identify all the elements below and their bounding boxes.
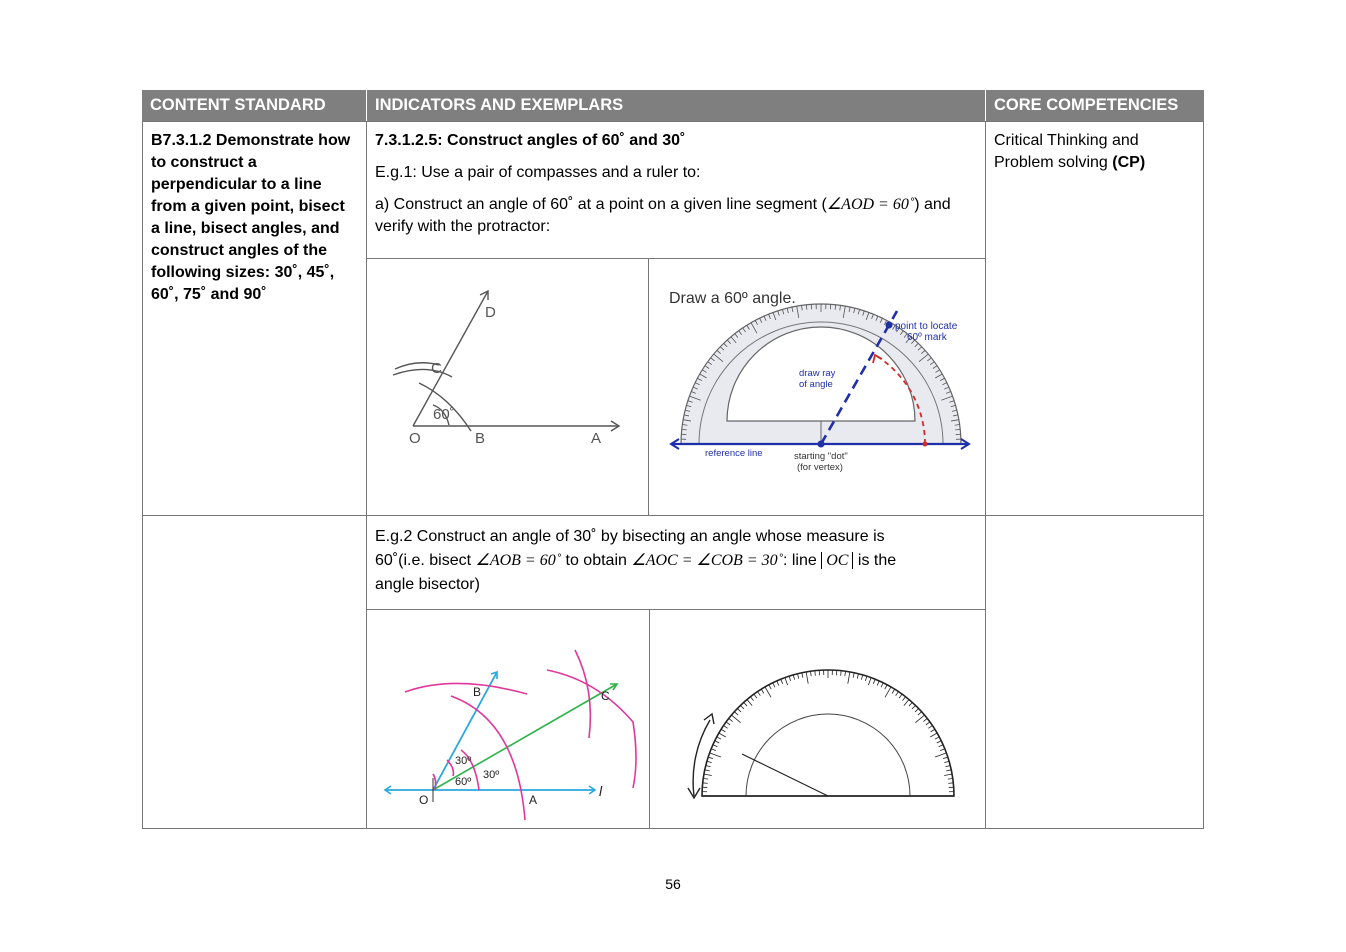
eg1-a-math: ∠AOD = 60˚ [826,196,915,213]
eg1-a-pre: a) Construct an angle of 60˚ at a point on a given line segment ( [375,196,827,213]
fig3-angle-60: 60º [455,776,472,788]
fig1-label-a: A [591,430,602,447]
fig2-ray-label-2: of angle [799,379,833,390]
eg1-intro: E.g.1: Use a pair of compasses and a ruler to: [375,164,701,181]
fig2-point-label-1: point to locate [895,321,958,332]
fig2-point-label-2: 60º mark [907,332,947,343]
indicator-cell-eg2 [366,515,986,610]
eg2-line1: E.g.2 Construct an angle of 30˚ by bisecting an angle whose measure is [375,528,885,545]
fig1-label-o: O [409,430,421,447]
indicator-cell-eg1 [366,121,986,259]
eg2-math1: ∠AOB = 60˚ [475,552,562,569]
eg2-post: is the [853,552,897,569]
protractor-tick [703,783,708,784]
eg2-mid: to obtain [561,552,632,569]
fig3-label-b: B [473,685,482,699]
fig1-label-b: B [475,430,486,447]
fig2-start-label-1: starting "dot" [794,451,848,462]
fig1-label-c: C [431,360,442,377]
fig3-label-o: O [419,793,429,807]
eg1-a-post: ) and verify with the protractor: [375,196,951,235]
fig3-angle-30-lower: 30º [483,769,500,781]
protractor-tick [841,671,842,676]
fig3-label-a: A [529,793,538,807]
fig2-ray-label-1: draw ray [799,368,836,379]
protractor-tick [955,429,960,430]
bisect-angle-30-figure [367,610,649,828]
protractor-tick [806,305,807,310]
protractor-figure [650,610,985,828]
eg1-part-a [375,194,977,238]
fig3-label-l: l [599,783,603,799]
eg2-line2 [375,549,977,573]
page-number: 56 [665,876,681,892]
protractor-60-figure [649,259,985,515]
core-competency-code: (CP) [1112,154,1146,171]
fig2-reference-label: reference line [705,448,763,459]
eg2-line3: angle bisector) [375,576,480,593]
header-core-competencies: CORE COMPETENCIES [985,90,1204,121]
fig3-angle-30-upper: 30º [455,755,472,767]
indicator-title: 7.3.1.2.5: Construct angles of 60˚ and 30˚ [375,132,686,149]
protractor-tick [682,429,687,430]
compass-construction-60-figure [367,259,648,515]
eg2-mid2: : line [782,552,822,569]
eg2-math3: OC [826,552,849,569]
figure-cell-protractor-plain [649,609,986,829]
core-competency-text: Critical Thinking and Problem solving [994,132,1139,171]
figure-cell-compass-60 [366,258,649,516]
fig2-start-label-2: (for vertex) [797,462,843,473]
fig2-title: Draw a 60º angle. [669,290,796,307]
core-competency-empty-cell [985,515,1204,829]
content-standard-text: B7.3.1.2 Demonstrate how to construct a perpendicular to a line from a given point, bisect a line, bisect angles, and construct angles of the following sizes: 30˚, 45˚, 60˚, 75˚ and 90˚ [151,132,351,303]
figure-cell-bisect-30 [366,609,650,829]
protractor-tick [835,305,836,310]
content-standard-cell [142,121,367,516]
protractor-tick [948,783,953,784]
fig3-label-c: C [601,689,610,703]
eg2-math2: ∠AOC = ∠COB = 30˚ [631,552,783,569]
core-competency-cell [985,121,1204,516]
eg2-pre: 60˚(i.e. bisect [375,552,476,569]
content-standard-empty-cell [142,515,367,829]
header-indicators: INDICATORS AND EXEMPLARS [366,90,985,121]
figure-cell-protractor-60 [648,258,986,516]
fig1-label-d: D [485,304,496,321]
protractor-tick [815,671,816,676]
header-content-standard: CONTENT STANDARD [142,90,366,121]
fig1-angle-label: 60˚ [433,406,455,423]
